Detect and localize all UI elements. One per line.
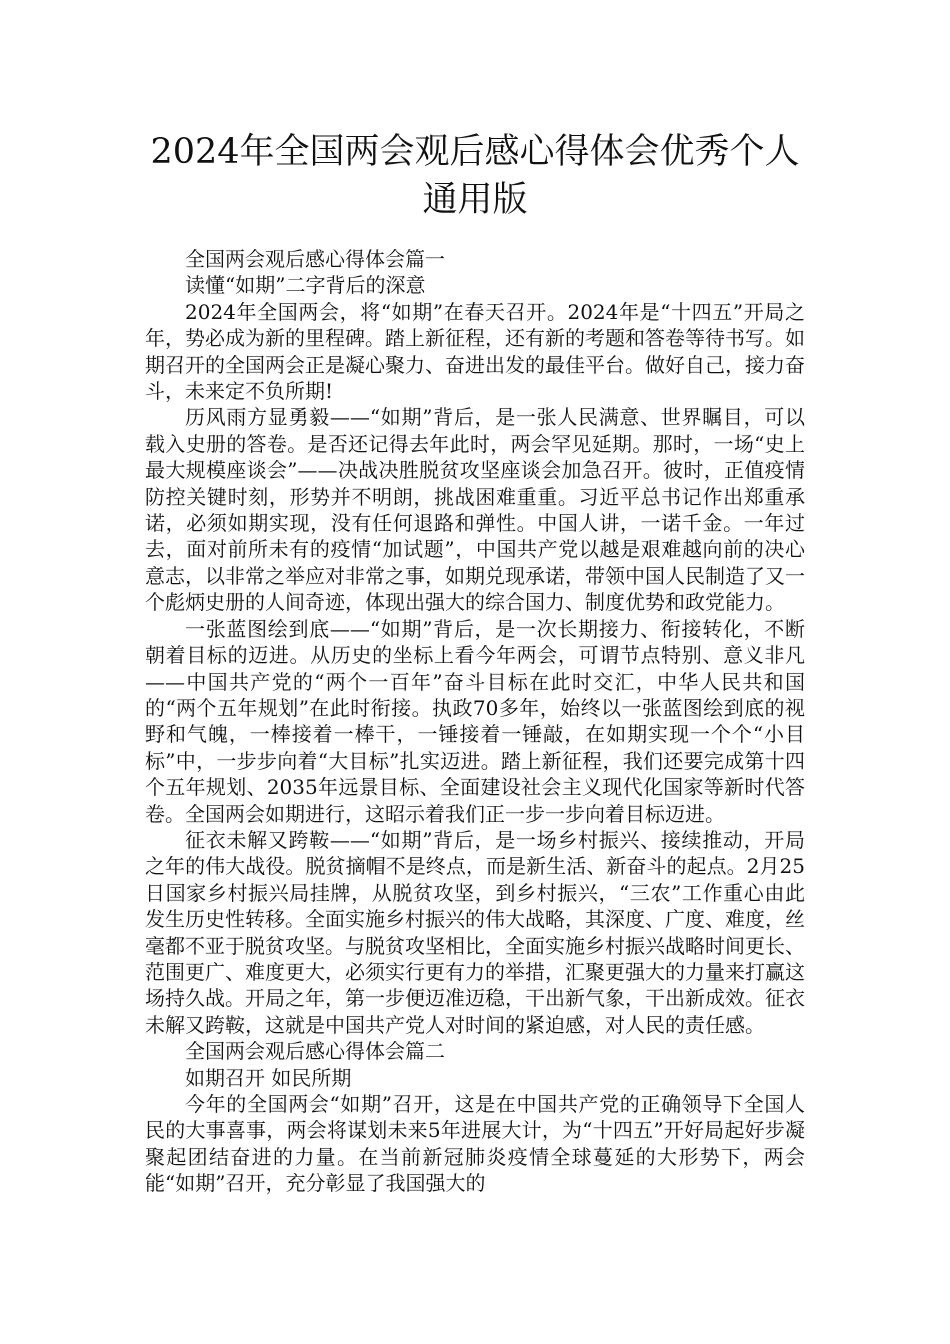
subheading-1: 读懂“如期”二字背后的深意 [185,273,426,298]
paragraph: 一张蓝图绘到底——“如期”背后，是一次长期接力、衔接转化，不断朝着目标的迈进。从历史的坐标上看今年两会，可谓节点特别、意义非凡——中国共产党的“两个一百年”奋斗目标在此时交汇，中华人民共和国的“两个五年规划”在此时衔接。执政70多年，始终以一张蓝图绘到底的视野和气魄，一棒接着一棒干，一锤接着一锤敲，在如期实现一个个“小目标”中，一步步向着“大目标”扎实迈进。踏上新征程，我们还要完成第十四个五年规划、2035年远景目标、全面建设社会主义现代化国家等新时代答卷。全国两会如期进行，这昭示着我们正一步一步向着目标迈进。 [145,616,805,826]
subheading-2: 如期召开 如民所期 [185,1065,352,1090]
title-line-1: 2024年全国两会观后感心得体会优秀个人 [150,132,800,172]
document-title [140,128,810,224]
paragraph: 征衣未解又跨鞍——“如期”背后，是一场乡村振兴、接续推动，开局之年的伟大战役。脱贫摘帽不是终点，而是新生活、新奋斗的起点。2月25日国家乡村振兴局挂牌，从脱贫攻坚，到乡村振兴，“三农”工作重心由此发生历史性转移。全面实施乡村振兴的伟大战略，其深度、广度、难度，丝毫都不亚于脱贫攻坚。与脱贫攻坚相比，全面实施乡村振兴战略时间更长、范围更广、难度更大，必须实行更有力的举措，汇聚更强大的力量来打赢这场持久战。开局之年，第一步便迈准迈稳，干出新气象，干出新成效。征衣未解又跨鞍，这就是中国共产党人对时间的紧迫感，对人民的责任感。 [145,827,805,1037]
section-heading-1: 全国两会观后感心得体会篇一 [185,247,445,271]
document-body [145,246,805,1197]
title-line-2: 通用版 [422,180,528,220]
paragraph: 2024年全国两会，将“如期”在春天召开。2024年是“十四五”开局之年，势必成为新的里程碑。踏上新征程，还有新的考题和答卷等待书写。如期召开的全国两会正是凝心聚力、奋进出发的最佳平台。做好自己，接力奋斗，未来定不负所期! [145,299,805,404]
paragraph: 今年的全国两会“如期”召开，这是在中国共产党的正确领导下全国人民的大事喜事，两会将谋划未来5年进展大计，为“十四五”开好局起好步凝聚起团结奋进的力量。在当前新冠肺炎疫情全球蔓延的大形势下，两会能“如期”召开，充分彰显了我国强大的 [145,1092,805,1196]
section-heading-2: 全国两会观后感心得体会篇二 [185,1039,445,1064]
paragraph: 历风雨方显勇毅——“如期”背后，是一张人民满意、世界瞩目，可以载入史册的答卷。是否还记得去年此时，两会罕见延期。那时，一场“史上最大规模座谈会”——决战决胜脱贫攻坚座谈会加急召开。彼时，正值疫情防控关键时刻，形势并不明朗，挑战困难重重。习近平总书记作出郑重承诺，必须如期实现，没有任何退路和弹性。中国人讲，一诺千金。一年过去，面对前所未有的疫情“加试题”，中国共产党以越是艰难越向前的决心意志，以非常之举应对非常之事，如期兑现承诺，带领中国人民制造了又一个彪炳史册的人间奇迹，体现出强大的综合国力、制度优势和政党能力。 [145,405,805,615]
